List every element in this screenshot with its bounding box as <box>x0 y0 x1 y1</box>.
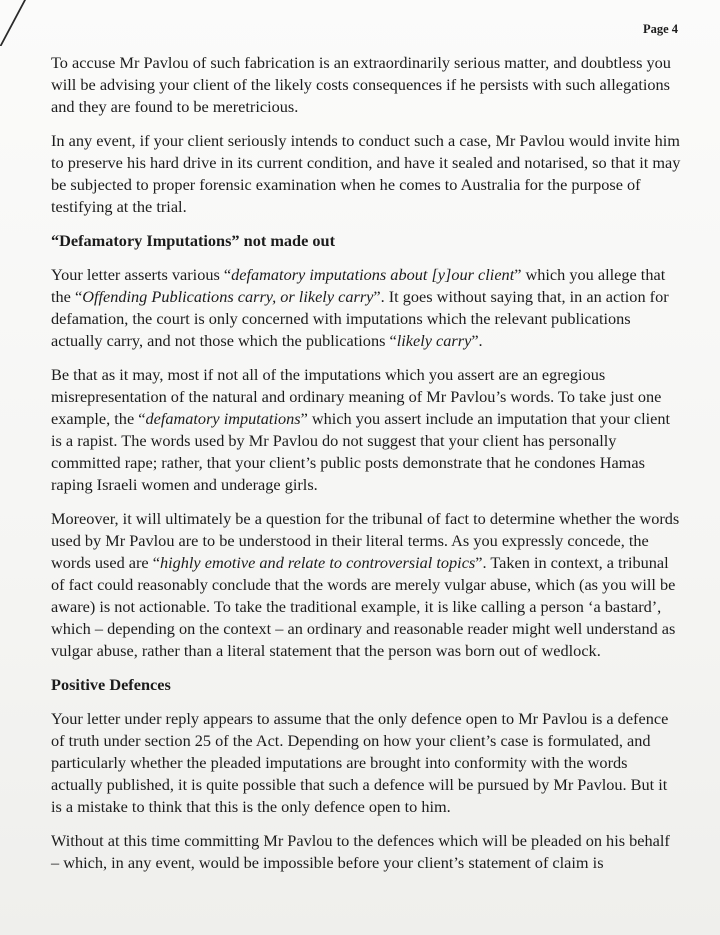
text-run: Your letter asserts various “ <box>51 265 232 284</box>
page-corner-mark <box>0 0 26 46</box>
text-run: ” which you assert include an imputation that your client is a rapist. The words used by Mr Pavlou do not suggest that your client has personally committed rape; rather, that your client’s public posts demonstrate that he condones Hamas raping Israeli women and underage girls. <box>51 409 671 494</box>
quoted-italic: likely carry <box>396 331 472 350</box>
paragraph-tribunal-of-fact <box>51 508 681 662</box>
quoted-italic: defamatory imputations <box>145 409 301 428</box>
text-run: Moreover, it will ultimately be a question for the tribunal of fact to determine whether the words used by Mr Pavlou are to be understood in their literal terms. As you expressly concede, the words used are “ <box>51 509 680 572</box>
letter-body <box>51 52 681 886</box>
text-run: ”. Taken in context, a tribunal of fact could reasonably conclude that the words are merely vulgar abuse, which (as you will be aware) is not actionable. To take the traditional example, it is like calling a person ‘a bastard’, which – depending on the context – an ordinary and reasonable reader might well understand as vulgar abuse, rather than a literal statement that the person was born out of wedlock. <box>51 553 676 660</box>
heading-defamatory-imputations: “Defamatory Imputations” not made out <box>51 231 336 250</box>
paragraph-hard-drive: In any event, if your client seriously intends to conduct such a case, Mr Pavlou would invite him to preserve his hard drive in its current condition, and have it sealed and notarised, so that it may be subjected to proper forensic examination when he comes to Australia for the purpose of testifying at the trial. <box>51 131 681 216</box>
text-run: ” which you allege that the “ <box>51 265 666 306</box>
paragraph-fabrication: To accuse Mr Pavlou of such fabrication is an extraordinarily serious matter, and doubtless you will be advising your client of the likely costs consequences if he persists with such allegations and they are found to be meretricious. <box>51 53 671 116</box>
paragraph-imputations-asserted <box>51 264 681 352</box>
quoted-italic: Offending Publications carry, or likely carry <box>82 287 374 306</box>
paragraph-without-committing: Without at this time committing Mr Pavlou to the defences which will be pleaded on his behalf – which, in any event, would be impossible before your client’s statement of claim is <box>51 831 670 872</box>
text-run: ”. It goes without saying that, in an action for defamation, the court is only concerned with imputations which the relevant publications actually carry, and not those which the publications “ <box>51 287 669 350</box>
quoted-italic: defamatory imputations about [y]our client <box>231 265 515 284</box>
text-run: Be that as it may, most if not all of the imputations which you assert are an egregious misrepresentation of the natural and ordinary meaning of Mr Pavlou’s words. To take just one example, the “ <box>51 365 662 428</box>
quoted-italic: highly emotive and relate to controversial topics <box>159 553 476 572</box>
heading-positive-defences: Positive Defences <box>51 675 171 694</box>
text-run: ”. <box>471 331 483 350</box>
paragraph-defence-of-truth: Your letter under reply appears to assume that the only defence open to Mr Pavlou is a defence of truth under section 25 of the Act. Depending on how your client’s case is formulated, and particularly whether the pleaded imputations are brought into conformity with the words actually published, it is quite possible that such a defence will be pursued by Mr Pavlou. But it is a mistake to think that this is the only defence open to him. <box>51 709 669 816</box>
paragraph-misrepresentation <box>51 364 681 496</box>
page-number: Page 4 <box>642 22 678 36</box>
